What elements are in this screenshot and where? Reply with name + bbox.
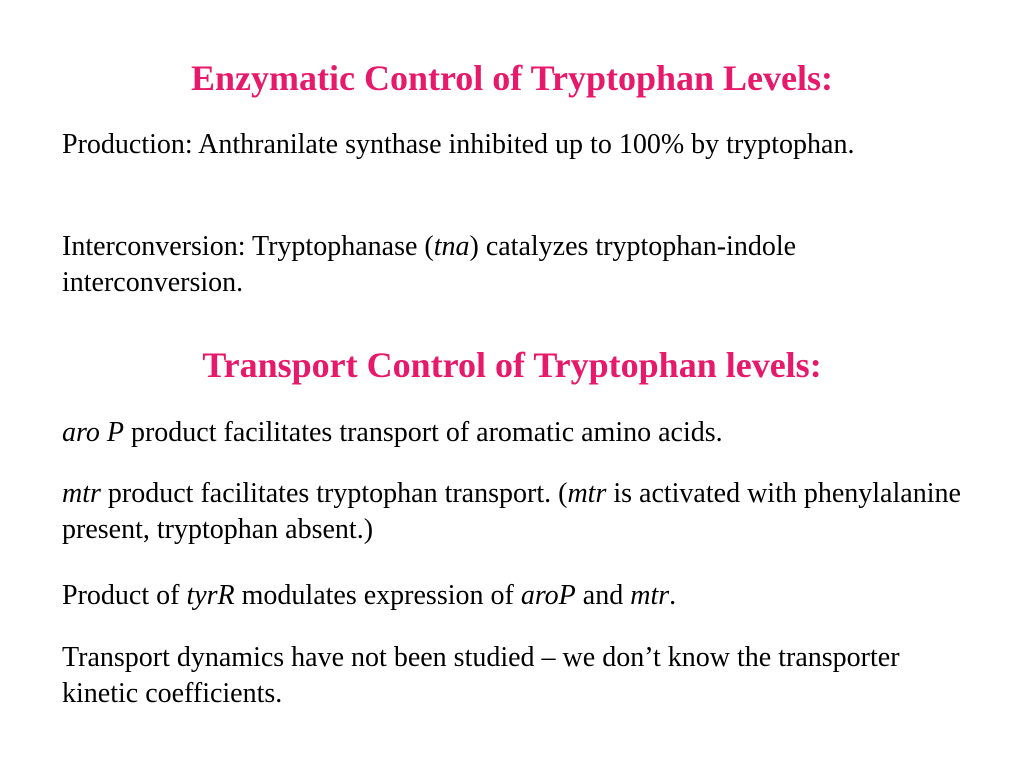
paragraph-mtr — [62, 476, 962, 548]
heading-enzymatic-control: Enzymatic Control of Tryptophan Levels: — [190, 58, 833, 98]
heading-transport-control: Transport Control of Tryptophan levels: — [202, 345, 822, 385]
arop-text: product facilitates transport of aromatic amino acids. — [123, 417, 723, 448]
gene-tyrr: tyrR — [186, 580, 235, 611]
gene-mtr-3: mtr — [630, 580, 670, 611]
gene-mtr: mtr — [62, 478, 101, 509]
paragraph-arop — [62, 415, 962, 451]
gene-mtr-2: mtr — [567, 478, 607, 509]
paragraph-transport-dynamics: Transport dynamics have not been studied – we don’t know the transporter kinetic coefficients. — [62, 642, 900, 709]
tyrr-text-mid1: modulates expression of — [234, 580, 521, 611]
paragraph-interconversion — [62, 229, 962, 301]
gene-tna: tna — [433, 231, 470, 262]
mtr-text-2: is activated with phenylalanine present, tryptophan absent.) — [62, 478, 961, 545]
gene-arop-2: aroP — [520, 580, 576, 611]
paragraph-production: Production: Anthranilate synthase inhibited up to 100% by tryptophan. — [62, 129, 855, 160]
gene-arop: aro P — [62, 417, 124, 448]
mtr-text-1: product facilitates tryptophan transport. ( — [100, 478, 568, 509]
interconversion-text-pre: Interconversion: Tryptophanase ( — [62, 231, 434, 262]
tyrr-text-mid2: and — [575, 580, 631, 611]
tyrr-text-pre: Product of — [62, 580, 187, 611]
tyrr-text-post: . — [669, 580, 677, 611]
interconversion-text-post: ) catalyzes tryptophan-indole interconversion. — [62, 231, 797, 298]
paragraph-tyrr — [62, 578, 962, 614]
